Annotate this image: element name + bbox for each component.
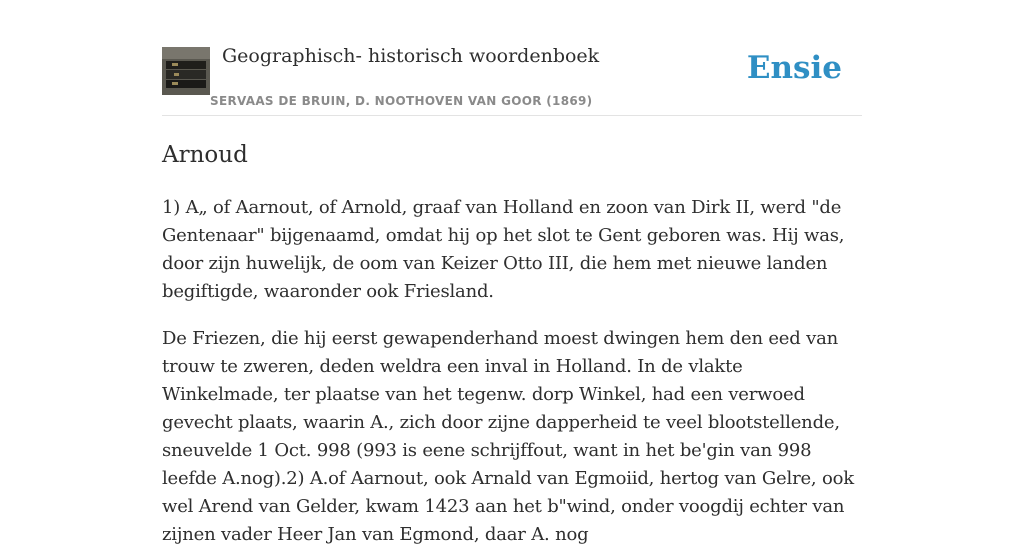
content-column [162,0,862,549]
entry-body [162,194,862,549]
entry-title: Arnoud [162,142,248,168]
entry-paragraph-1: 1) A„ of Aarnout, of Arnold, graaf van Holland en zoon van Dirk II, werd "de Gentenaar" bijgenaamd, omdat hij op het slot te Gent geboren was. Hij was, door zijn huwelijk, de oom van Keizer Otto III, die hem met nieuwe landen begiftigde, waaronder ook Friesland. [162,197,845,302]
book-cover-icon[interactable] [162,47,210,95]
book-author: SERVAAS DE BRUIN, D. NOOTHOVEN VAN GOOR (1869) [210,94,593,108]
book-title[interactable]: Geographisch- historisch woordenboek [222,45,600,67]
entry-paragraph-2: De Friezen, die hij eerst gewapenderhand moest dwingen hem den eed van trouw te zweren, deden weldra een inval in Holland. In de vlakte Winkelmade, ter plaatse van het tegenw. dorp Winkel, had een verwoed gevecht plaats, waarin A., zich door zijne dapperheid te veel blootstellende, sneuvelde 1 Oct. 998 (993 is eene schrijffout, want in het be'gin van 998 leefde A.nog).2) A.of Aarnout, ook Arnald van Egmoiid, hertog van Gelre, ook wel Arend van Gelder, kwam 1423 aan het b"wind, onder voogdij echter van zijnen vader Heer Jan van Egmond, daar A. nog [162,328,854,545]
ensie-logo[interactable]: Ensie [746,50,842,86]
book-header [162,0,862,116]
